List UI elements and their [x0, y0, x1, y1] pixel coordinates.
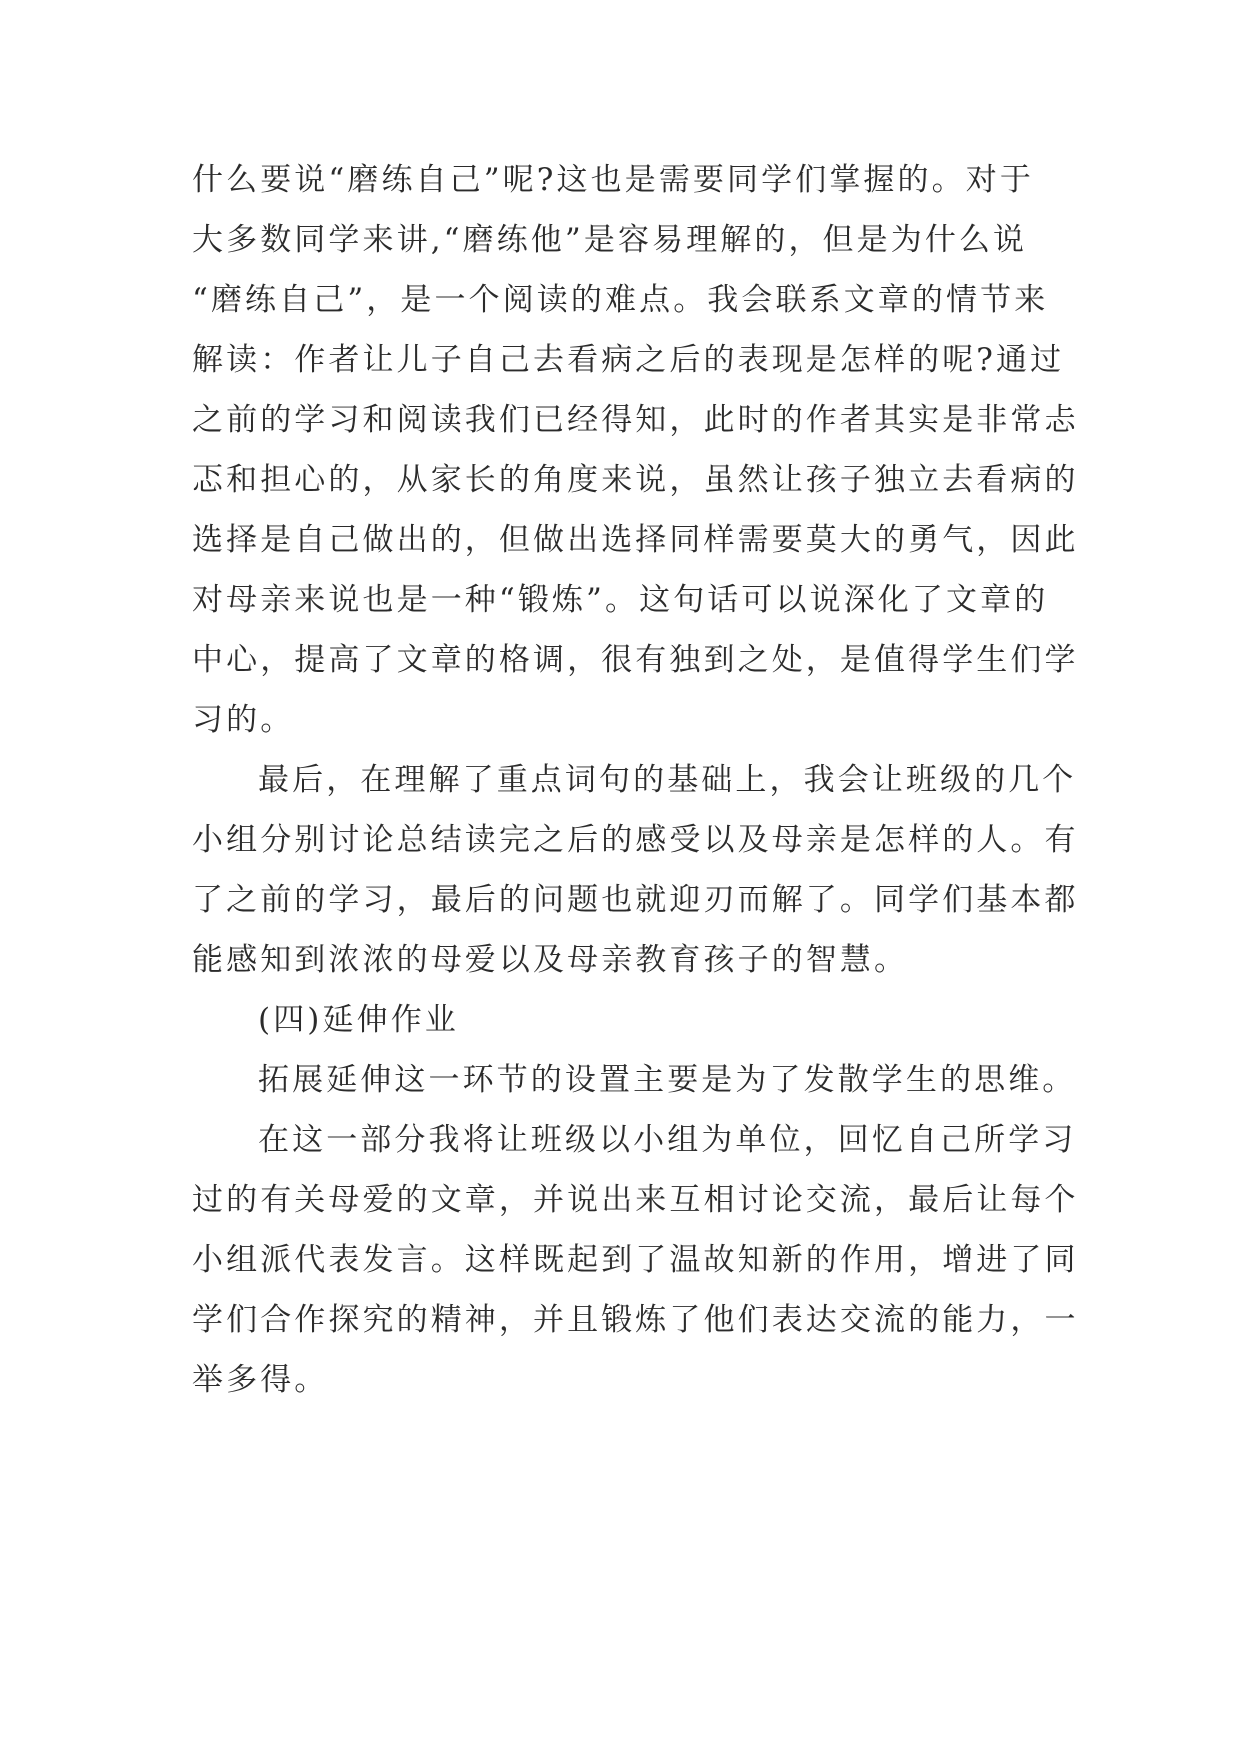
text-line: 能感知到浓浓的母爱以及母亲教育孩子的智慧。 [192, 942, 909, 978]
text-line: 了之前的学习，最后的问题也就迎刃而解了。同学们基本都 [192, 882, 1079, 918]
paragraph-first-line: 最后，在理解了重点词句的基础上，我会让班级的几个 [258, 762, 1077, 798]
text-line: 选择是自己做出的，但做出选择同样需要莫大的勇气，因此 [192, 522, 1079, 558]
text-line: 举多得。 [192, 1362, 329, 1398]
text-line: 中心，提高了文章的格调，很有独到之处，是值得学生们学 [192, 642, 1079, 678]
text-line: 忑和担心的，从家长的角度来说，虽然让孩子独立去看病的 [192, 462, 1079, 498]
text-line: 学们合作探究的精神，并且锻炼了他们表达交流的能力，一 [192, 1302, 1079, 1338]
text-line: 习的。 [192, 702, 295, 738]
section-heading: (四)延伸作业 [258, 1002, 459, 1038]
text-line: 小组分别讨论总结读完之后的感受以及母亲是怎样的人。有 [192, 822, 1079, 858]
text-line: 过的有关母爱的文章，并说出来互相讨论交流，最后让每个 [192, 1182, 1079, 1218]
paragraph-first-line: 在这一部分我将让班级以小组为单位，回忆自己所学习 [258, 1122, 1077, 1158]
text-line: 解读：作者让儿子自己去看病之后的表现是怎样的呢?通过 [192, 342, 1065, 378]
text-line: 对母亲来说也是一种“锻炼”。这句话可以说深化了文章的 [192, 582, 1049, 618]
text-line: “磨练自己”，是一个阅读的难点。我会联系文章的情节来 [192, 282, 1049, 318]
paragraph-first-line: 拓展延伸这一环节的设置主要是为了发散学生的思维。 [258, 1062, 1077, 1098]
text-line: 之前的学习和阅读我们已经得知，此时的作者其实是非常忐 [192, 402, 1079, 438]
text-line: 大多数同学来讲,“磨练他”是容易理解的，但是为什么说 [192, 222, 1028, 258]
text-line: 什么要说“磨练自己”呢?这也是需要同学们掌握的。对于 [192, 162, 1034, 198]
text-line: 小组派代表发言。这样既起到了温故知新的作用，增进了同 [192, 1242, 1079, 1278]
